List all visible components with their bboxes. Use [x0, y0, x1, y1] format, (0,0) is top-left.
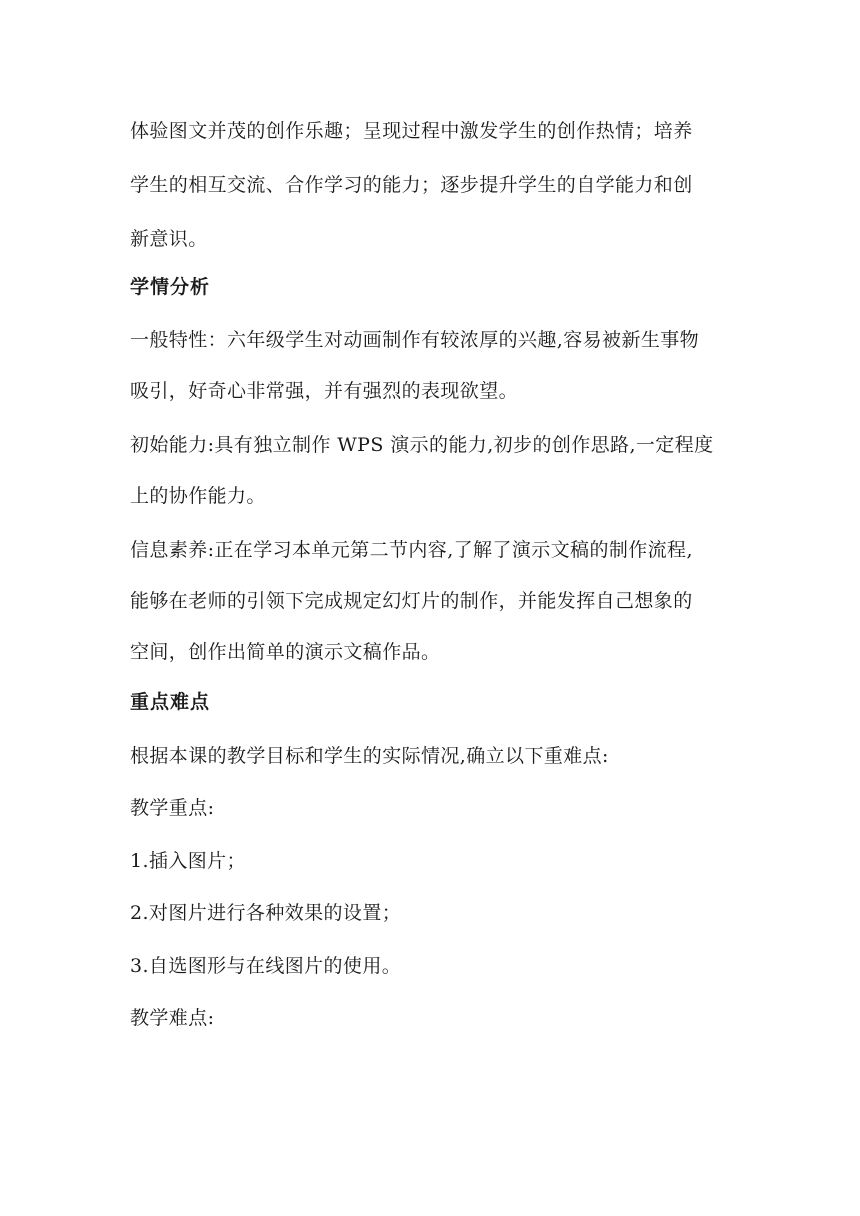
body-text-line: 根据本课的教学目标和学生的实际情况,确立以下重难点:: [130, 745, 609, 767]
body-text-line: 一般特性：六年级学生对动画制作有较浓厚的兴趣,容易被新生事物: [130, 329, 700, 351]
body-text-line: 新意识。: [130, 228, 208, 250]
list-item: 2.对图片进行各种效果的设置；: [130, 902, 402, 924]
body-text-line: 初始能力:具有独立制作 WPS 演示的能力,初步的创作思路,一定程度: [130, 434, 714, 456]
section-heading-key-points: 重点难点: [130, 691, 211, 713]
list-item: 3.自选图形与在线图片的使用。: [130, 955, 402, 977]
body-text-line: 学生的相互交流、合作学习的能力；逐步提升学生的自学能力和创: [130, 174, 693, 196]
body-text-line: 信息素养:正在学习本单元第二节内容,了解了演示文稿的制作流程,: [130, 539, 693, 561]
body-text-line: 能够在老师的引领下完成规定幻灯片的制作，并能发挥自己想象的: [130, 590, 693, 612]
difficulty-title: 教学难点:: [130, 1007, 215, 1029]
body-text-line: 体验图文并茂的创作乐趣；呈现过程中激发学生的创作热情；培养: [130, 120, 693, 142]
body-text-line: 空间，创作出简单的演示文稿作品。: [130, 641, 441, 663]
section-heading-analysis: 学情分析: [130, 276, 211, 298]
body-text-line: 上的协作能力。: [130, 485, 266, 507]
body-text-line: 吸引，好奇心非常强，并有强烈的表现欲望。: [130, 380, 519, 402]
focus-title: 教学重点:: [130, 797, 215, 819]
list-item: 1.插入图片；: [130, 850, 246, 872]
